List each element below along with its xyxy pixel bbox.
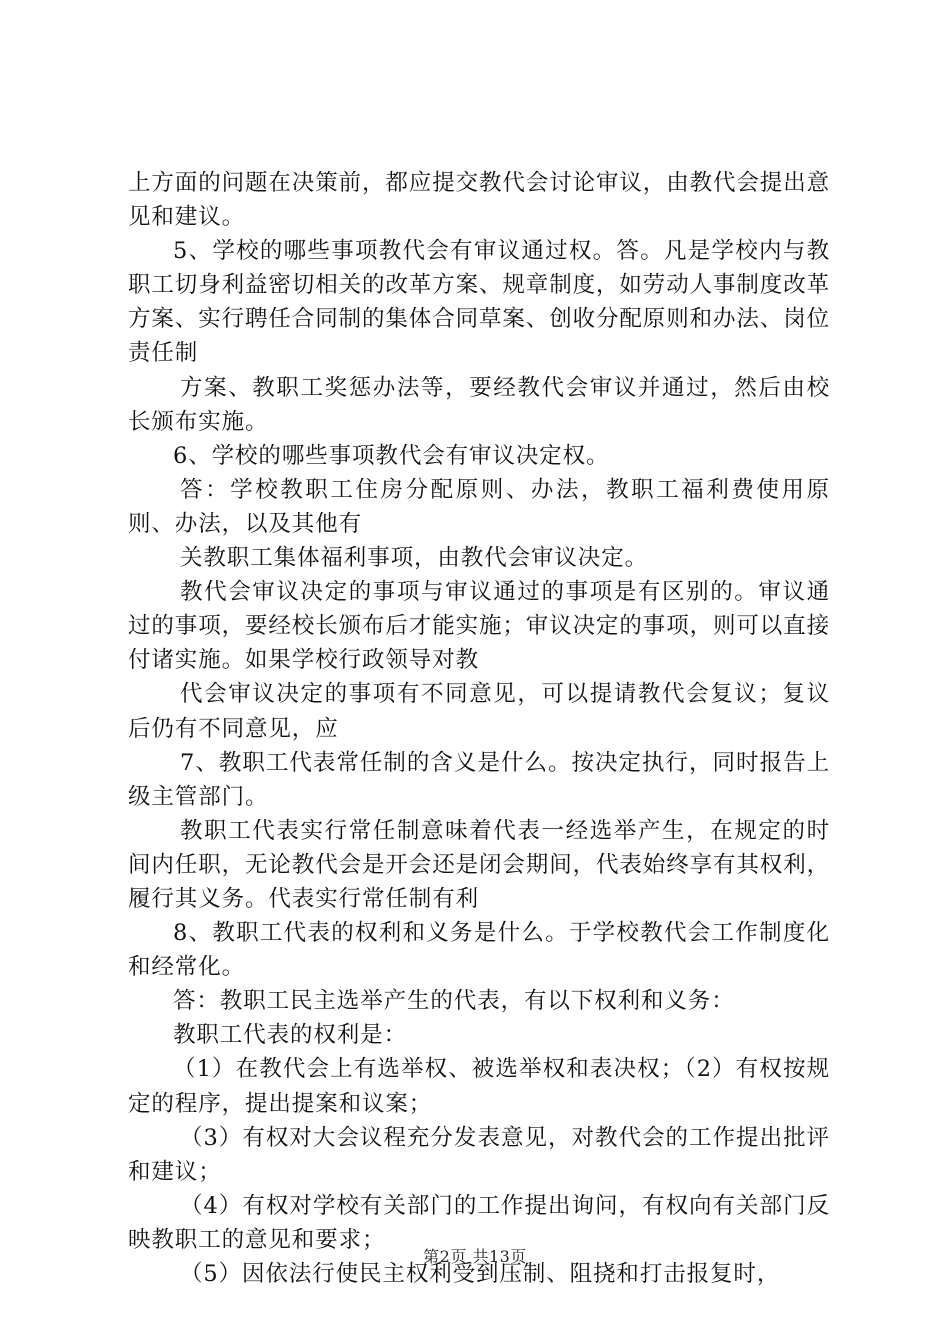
paragraph: 7、教职工代表常任制的含义是什么。按决定执行，同时报告上级主管部门。	[128, 749, 830, 810]
paragraph: （1）在教代会上有选举权、被选举权和表决权；（2）有权按规定的程序，提出提案和议案；	[128, 1056, 830, 1117]
paragraph: 代会审议决定的事项有不同意见，可以提请教代会复议；复议后仍有不同意见，应	[128, 681, 830, 742]
paragraph: 8、教职工代表的权利和义务是什么。于学校教代会工作制度化和经常化。	[128, 920, 830, 981]
paragraph: （4）有权对学校有关部门的工作提出询问，有权向有关部门反映教职工的意见和要求；	[128, 1192, 830, 1253]
paragraph: 答：教职工民主选举产生的代表，有以下权利和义务：	[173, 988, 735, 1015]
paragraph: （5）因依法行使民主权利受到压制、阻挠和打击报复时，	[180, 1261, 781, 1287]
paragraph: 教职工代表实行常任制意味着代表一经选举产生，在规定的时间内任职，无论教代会是开会还是闭会期间，代表始终享有其权利，履行其义务。代表实行常任制有利	[128, 817, 831, 912]
paragraph: 5、学校的哪些事项教代会有审议通过权。答。凡是学校内与教职工切身利益密切相关的改革方案、规章制度，如劳动人事制度改革方案、实行聘任合同制的集体合同草案、创收分配原则和办法、岗位责任制	[128, 238, 831, 367]
paragraph: 6、学校的哪些事项教代会有审议决定权。	[173, 442, 610, 469]
paragraph: 关教职工集体福利事项，由教代会审议决定。	[180, 545, 649, 572]
paragraph: 教职工代表的权利是：	[173, 1022, 408, 1049]
paragraph: 教代会审议决定的事项与审议通过的事项是有区别的。审议通过的事项，要经校长颁布后才能实施；审议决定的事项，则可以直接付诸实施。如果学校行政领导对教	[128, 579, 831, 674]
paragraph: 方案、教职工奖惩办法等，要经教代会审议并通过，然后由校长颁布实施。	[128, 374, 830, 435]
paragraph: 答：学校教职工住房分配原则、办法，教职工福利费使用原则、办法，以及其他有	[128, 476, 830, 537]
paragraph: 上方面的问题在决策前，都应提交教代会讨论审议，由教代会提出意见和建议。	[128, 170, 831, 231]
paragraph: （3）有权对大会议程充分发表意见，对教代会的工作提出批评和建议；	[128, 1124, 830, 1185]
document-body	[128, 166, 830, 1291]
page-number-footer: 第2页 共13页	[423, 1247, 527, 1266]
